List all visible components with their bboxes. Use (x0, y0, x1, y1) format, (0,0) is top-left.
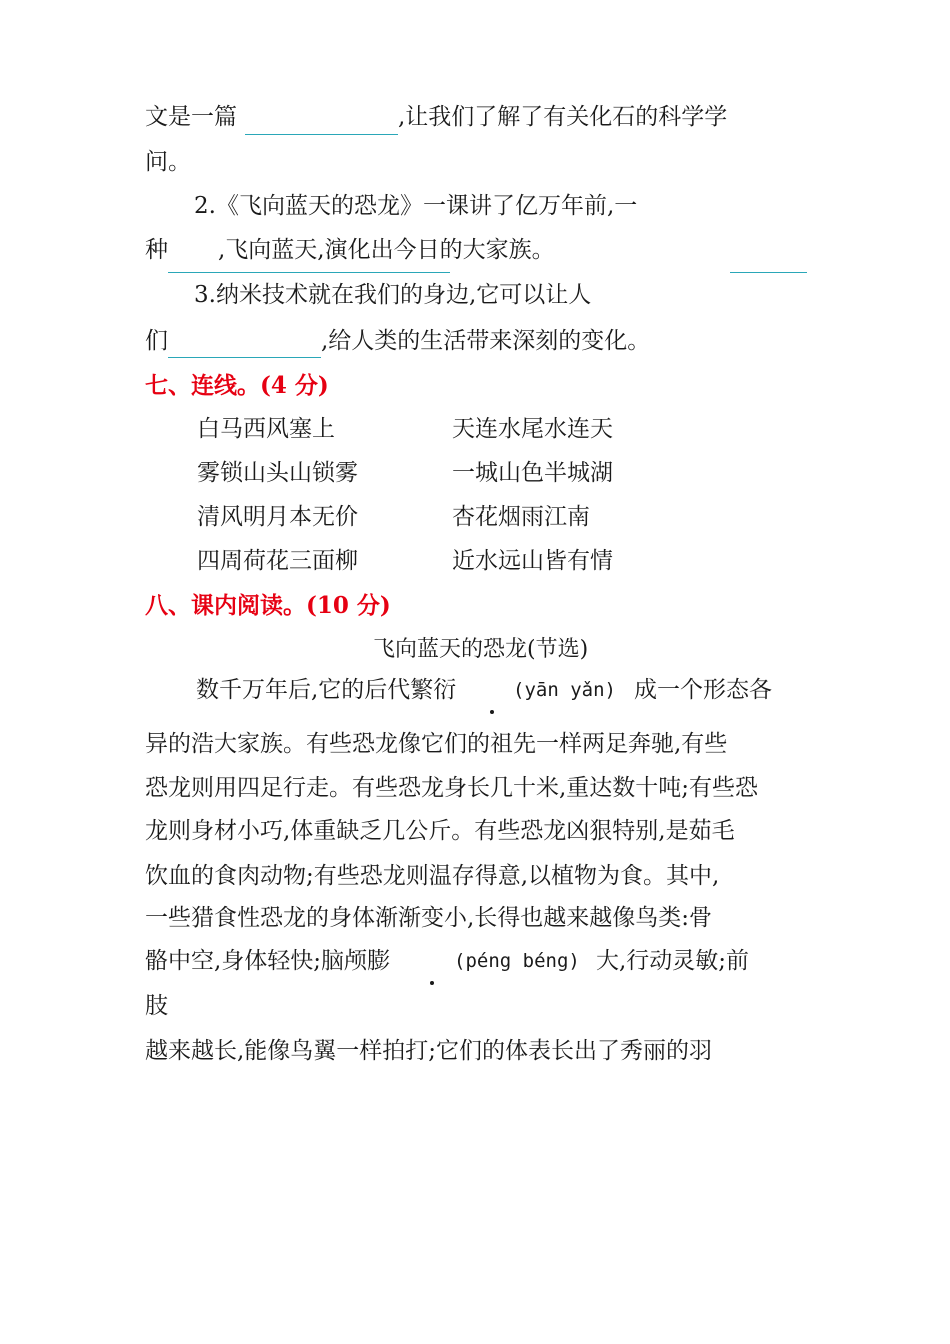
match-left-item-3[interactable]: 清风明月本无价 (197, 504, 358, 530)
question-1-text-a: 文是一篇 (145, 104, 237, 130)
match-left-item-4[interactable]: 四周荷花三面柳 (197, 548, 358, 574)
passage-line-1-pre: 数千万年后,它的后代繁衍 (196, 677, 457, 703)
question-2-suffix: ,飞向蓝天,演化出今日的大家族。 (218, 237, 555, 263)
passage-line-4: 龙则身材小巧,体重缺乏几公斤。有些恐龙凶狠特别,是茹毛 (145, 818, 735, 844)
pinyin-choice-2[interactable]: (péng béng) (454, 950, 580, 972)
passage-line-5: 饮血的食肉动物;有些恐龙则温存得意,以植物为食。其中, (145, 863, 720, 889)
question-3-prefix: 们 (145, 328, 168, 354)
section-8-heading: 八、课内阅读。(10 分) (145, 592, 391, 619)
match-right-item-1[interactable]: 天连水尾水连天 (452, 416, 613, 442)
question-1-line-1 (145, 106, 237, 129)
passage-line-6: 一些猎食性恐龙的身体渐渐变小,长得也越来越像鸟类:骨 (145, 905, 713, 931)
match-right-item-3[interactable]: 杏花烟雨江南 (452, 504, 590, 530)
question-2-prefix: 种 (145, 237, 168, 263)
passage-line-2: 异的浩大家族。有些恐龙像它们的祖先一样两足奔驰,有些 (145, 731, 728, 757)
passage-line-7-post: 大,行动灵敏;前 (596, 948, 750, 974)
question-3-suffix: ,给人类的生活带来深刻的变化。 (321, 328, 651, 354)
question-1-line-2: 问。 (145, 149, 191, 175)
section-7-heading: 七、连线。(4 分) (145, 372, 329, 399)
emphasis-dot (490, 710, 494, 714)
match-right-item-2[interactable]: 一城山色半城湖 (452, 460, 613, 486)
question-2-line-1: 2.《飞向蓝天的恐龙》一课讲了亿万年前,一 (194, 193, 638, 219)
passage-line-8: 肢 (145, 993, 168, 1019)
passage-line-7-pre: 骼中空,身体轻快;脑颅膨 (145, 948, 391, 974)
passage-line-9: 越来越长,能像鸟翼一样拍打;它们的体表长出了秀丽的羽 (145, 1038, 713, 1064)
match-left-item-1[interactable]: 白马西风塞上 (197, 416, 335, 442)
pinyin-choice-1[interactable]: (yān yǎn) (513, 679, 616, 701)
answer-blank-2b[interactable] (730, 272, 807, 273)
answer-blank-2[interactable] (168, 272, 450, 273)
match-right-item-4[interactable]: 近水远山皆有情 (452, 548, 613, 574)
emphasis-dot (430, 981, 434, 985)
match-left-item-2[interactable]: 雾锁山头山锁雾 (197, 460, 358, 486)
passage-line-3: 恐龙则用四足行走。有些恐龙身长几十米,重达数十吨;有些恐 (145, 775, 759, 801)
question-3-line-1: 3.纳米技术就在我们的身边,它可以让人 (194, 282, 592, 308)
answer-blank-1[interactable] (245, 134, 398, 135)
passage-title: 飞向蓝天的恐龙(节选) (373, 637, 589, 662)
passage-line-1-post: 成一个形态各 (634, 677, 772, 703)
answer-blank-3[interactable] (168, 357, 321, 358)
question-1-text-b: ,让我们了解了有关化石的科学学 (398, 104, 728, 130)
